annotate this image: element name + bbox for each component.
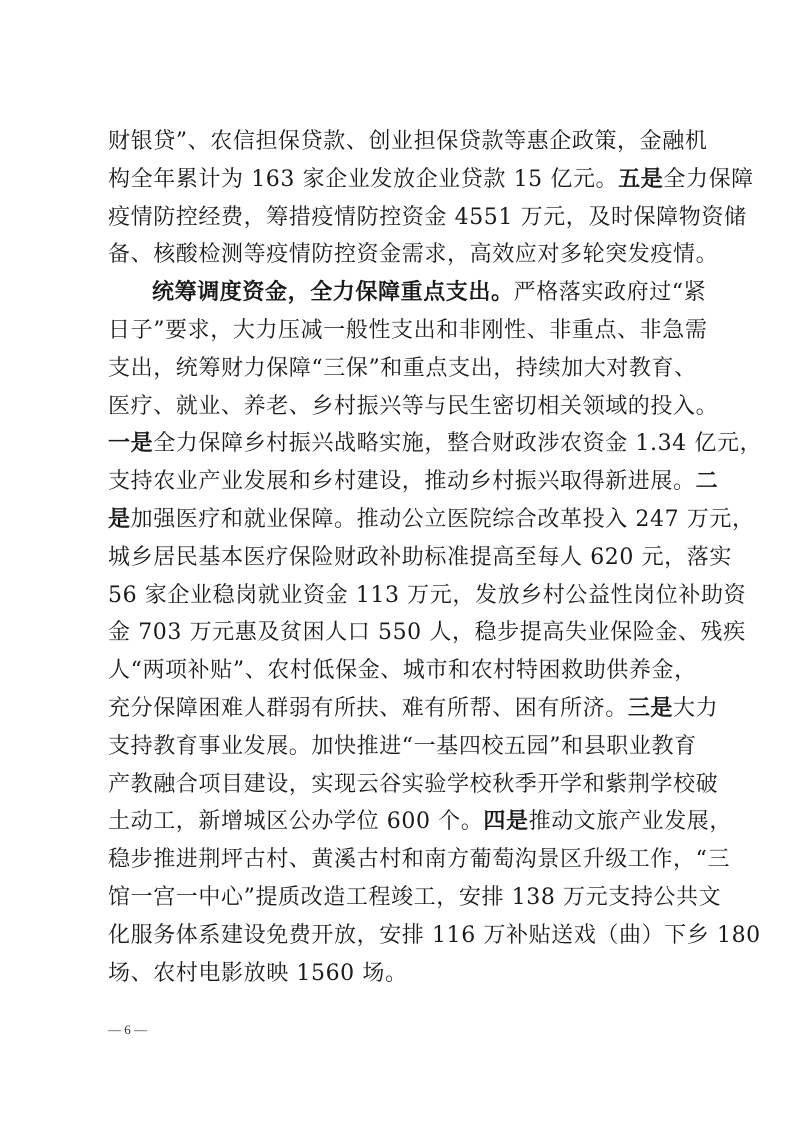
text-run: 城乡居民基本医疗保险财政补助标准提高至每人 620 元，落实 (108, 544, 732, 570)
text-line (108, 312, 708, 350)
text-run: 馆一宫一中心”提质改造工程竣工，安排 138 万元支持公共文 (108, 884, 722, 910)
text-run: 56 家企业稳岗就业资金 113 万元，发放乡村公益性岗位补助资 (108, 582, 747, 608)
text-run: 疫情防控经费，筹措疫情防控资金 4551 万元，及时保障物资储 (108, 204, 747, 230)
text-run: 全力保障 (663, 166, 754, 192)
text-run: 支出，统筹财力保障“三保”和重点支出，持续加大对教育、 (108, 355, 697, 381)
text-run: 医疗、就业、养老、乡村振兴等与民生密切相关领域的投入。 (108, 393, 719, 419)
text-line (108, 539, 732, 577)
bold-text: 一是 (108, 430, 154, 457)
text-line (108, 652, 697, 690)
text-line (108, 803, 732, 841)
body-text (108, 123, 763, 992)
text-line (108, 161, 754, 199)
page-number: — 6 — (108, 1022, 147, 1037)
text-run: 推动文旅产业发展， (528, 809, 732, 835)
text-run: 稳步推进荆坪古村、黄溪古村和南方葡萄沟景区升级工作，“三 (108, 847, 731, 873)
bold-text: 是 (108, 505, 131, 532)
text-line (108, 577, 747, 615)
text-run: 产教融合项目建设，实现云谷实验学校秋季开学和紫荆学校破 (108, 771, 719, 797)
text-run: 支持农业产业发展和乡村建设，推动乡村振兴取得新进展。 (108, 469, 696, 495)
text-line (108, 463, 719, 501)
text-run: 严格落实政府过“紧 (513, 280, 707, 306)
text-line (108, 917, 761, 955)
bold-text: 四是 (483, 808, 529, 835)
text-run: 土动工，新增城区公办学位 600 个。 (108, 809, 484, 835)
text-line (108, 728, 697, 766)
text-run: 化服务体系建设免费开放，安排 116 万补贴送戏（曲）下乡 180 (108, 922, 761, 948)
text-line (108, 123, 708, 161)
text-run: 金 703 万元惠及贫困人口 550 人，稳步提高失业保险金、残疾 (108, 620, 746, 646)
text-run: 备、核酸检测等疫情防控资金需求，高效应对多轮突发疫情。 (108, 242, 719, 268)
text-line (108, 841, 731, 879)
text-line (108, 350, 697, 388)
text-line (108, 879, 722, 917)
text-line (108, 388, 719, 426)
text-run: 场、农村电影放映 1560 场。 (108, 960, 408, 986)
text-line (108, 614, 746, 652)
text-run: 日子”要求，大力压减一般性支出和非刚性、非重点、非急需 (108, 317, 708, 343)
bold-text: 三是 (627, 694, 674, 721)
text-run: 全力保障乡村振兴战略实施，整合财政涉农资金 1.34 亿元， (153, 431, 763, 457)
text-run: 支持教育事业发展。加快推进“一基四校五园”和县职业教育 (108, 733, 697, 759)
text-line (108, 199, 747, 237)
text-run: 财银贷”、农信担保贷款、创业担保贷款等惠企政策，金融机 (108, 129, 708, 154)
text-line (108, 766, 719, 804)
text-run: 构全年累计为 163 家企业发放企业贷款 15 亿元。 (108, 166, 619, 192)
text-line (108, 236, 719, 274)
text-line (108, 501, 755, 539)
text-run: 加强医疗和就业保障。推动公立医院综合改革投入 247 万元， (130, 506, 755, 532)
text-run: 人“两项补贴”、农村低保金、城市和农村特困救助供养金， (108, 658, 697, 684)
text-line (108, 690, 719, 728)
text-line (108, 274, 707, 312)
text-line (108, 955, 686, 993)
bold-text: 五是 (618, 165, 664, 192)
bold-text: 二 (695, 468, 719, 495)
text-run: 充分保障困难人群弱有所扶、难有所帮、困有所济。 (108, 695, 628, 721)
bold-text: 统筹调度资金，全力保障重点支出。 (152, 279, 514, 306)
text-line (108, 425, 763, 463)
text-run: 大力 (673, 695, 719, 721)
